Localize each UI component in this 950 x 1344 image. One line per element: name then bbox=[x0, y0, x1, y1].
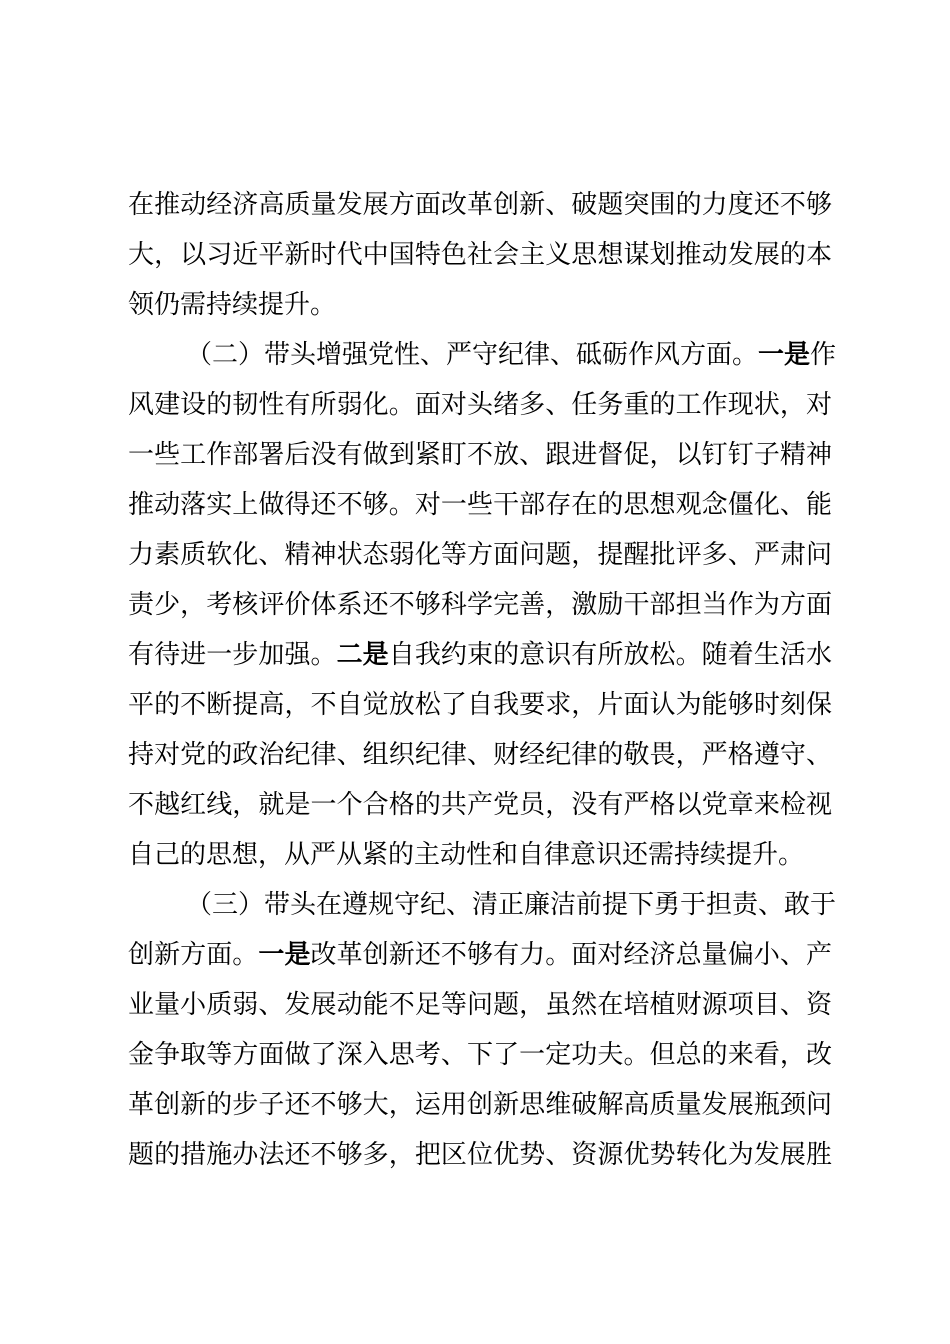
text-line bbox=[128, 180, 832, 230]
text-line bbox=[128, 580, 832, 630]
text-run: （二）带头增强党性、严守纪律、砥砺作风方面。 bbox=[186, 340, 759, 370]
text-line bbox=[128, 380, 832, 430]
text-run: 题的措施办法还不够多，把区位优势、资源优势转化为发展胜 bbox=[128, 1140, 832, 1170]
text-line bbox=[128, 880, 837, 930]
text-line bbox=[128, 930, 832, 980]
text-run: 不越红线，就是一个合格的共产党员，没有严格以党章来检视 bbox=[128, 790, 832, 820]
paragraph bbox=[128, 180, 832, 330]
text-line bbox=[128, 980, 832, 1030]
text-run: 责少，考核评价体系还不够科学完善，激励干部担当作为方面 bbox=[128, 590, 832, 620]
text-line bbox=[128, 1030, 832, 1080]
text-line bbox=[128, 230, 832, 280]
paragraph bbox=[128, 880, 837, 1180]
text-run: 创新方面。 bbox=[128, 940, 259, 970]
body-text bbox=[128, 180, 837, 1180]
text-run: 力素质软化、精神状态弱化等方面问题，提醒批评多、严肃问 bbox=[128, 540, 832, 570]
text-line bbox=[128, 780, 832, 830]
text-run: 平的不断提高，不自觉放松了自我要求，片面认为能够时刻保 bbox=[128, 690, 832, 720]
text-run: 大，以习近平新时代中国特色社会主义思想谋划推动发展的本 bbox=[128, 240, 832, 270]
text-run: 自己的思想，从严从紧的主动性和自律意识还需持续提升。 bbox=[128, 840, 805, 870]
paragraph bbox=[128, 330, 837, 880]
text-run: 有待进一步加强。 bbox=[128, 640, 337, 670]
text-run: 革创新的步子还不够大，运用创新思维破解高质量发展瓶颈问 bbox=[128, 1090, 832, 1120]
text-line bbox=[128, 630, 832, 680]
text-run: 自我约束的意识有所放松。随着生活水 bbox=[388, 640, 832, 670]
text-line bbox=[128, 280, 832, 330]
text-run: 风建设的韧性有所弱化。面对头绪多、任务重的工作现状，对 bbox=[128, 390, 832, 420]
text-line bbox=[128, 430, 832, 480]
text-line bbox=[128, 830, 832, 880]
text-line bbox=[128, 680, 832, 730]
text-run: 持对党的政治纪律、组织纪律、财经纪律的敬畏，严格遵守、 bbox=[128, 740, 832, 770]
text-run: （三）带头在遵规守纪、清正廉洁前提下勇于担责、敢于 bbox=[186, 890, 837, 920]
text-run: 改革创新还不够有力。面对经济总量偏小、产 bbox=[310, 940, 832, 970]
text-run: 业量小质弱、发展动能不足等问题，虽然在培植财源项目、资 bbox=[128, 990, 832, 1020]
text-line bbox=[128, 530, 832, 580]
text-line bbox=[128, 480, 832, 530]
text-line bbox=[128, 1080, 832, 1130]
text-line bbox=[128, 730, 832, 780]
text-run: 在推动经济高质量发展方面改革创新、破题突围的力度还不够 bbox=[128, 190, 832, 220]
bold-marker: 二是 bbox=[336, 640, 389, 670]
text-run: 作 bbox=[810, 340, 837, 370]
text-run: 一些工作部署后没有做到紧盯不放、跟进督促，以钉钉子精神 bbox=[128, 440, 832, 470]
text-line bbox=[128, 1130, 832, 1180]
text-line bbox=[128, 330, 837, 380]
text-run: 推动落实上做得还不够。对一些干部存在的思想观念僵化、能 bbox=[128, 490, 832, 520]
text-run: 金争取等方面做了深入思考、下了一定功夫。但总的来看，改 bbox=[128, 1040, 832, 1070]
bold-marker: 一是 bbox=[258, 940, 311, 970]
bold-marker: 一是 bbox=[758, 340, 811, 370]
text-run: 领仍需持续提升。 bbox=[128, 290, 337, 320]
